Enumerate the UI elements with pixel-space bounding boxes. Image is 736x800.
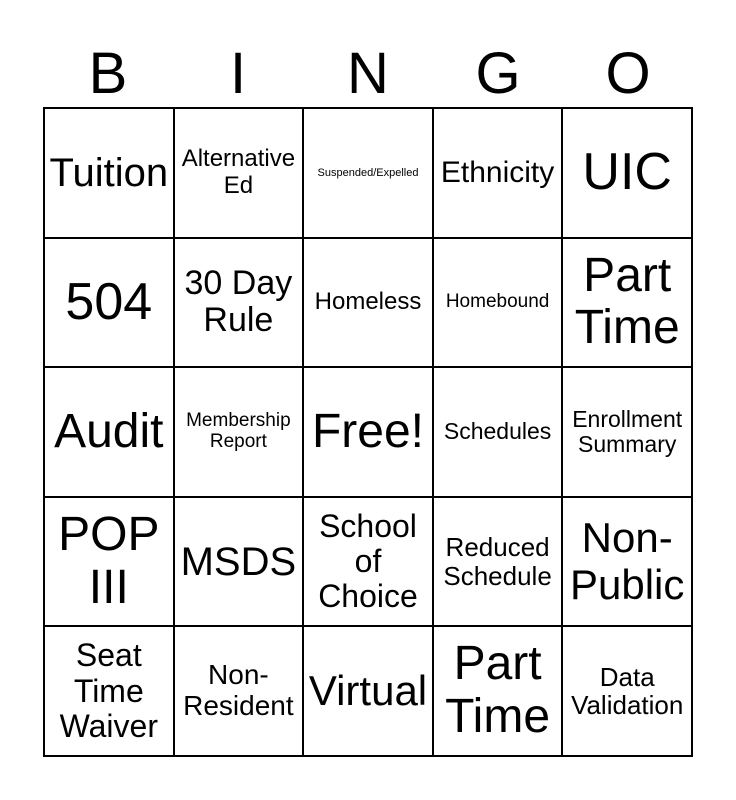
bingo-cell-label: Free!: [311, 404, 424, 458]
bingo-cell-label: Homeless: [314, 288, 422, 316]
bingo-cell-r4-c5[interactable]: [563, 498, 693, 628]
bingo-cell-r3-c5[interactable]: [563, 368, 693, 498]
bingo-cell-label: Membership Report: [186, 410, 291, 452]
bingo-cell-label: Tuition: [49, 150, 169, 195]
bingo-cell-label: Reduced Schedule: [443, 532, 552, 591]
bingo-cell-r3-c2[interactable]: [175, 368, 305, 498]
bingo-board: [43, 107, 693, 757]
header-letter-b: B: [88, 41, 128, 106]
bingo-cell-r3-c4[interactable]: [434, 368, 564, 498]
bingo-header: [43, 40, 693, 108]
bingo-cell-r3-c1[interactable]: [45, 368, 175, 498]
bingo-cell-r3-c3[interactable]: [304, 368, 434, 498]
bingo-cell-r5-c5[interactable]: [563, 627, 693, 757]
bingo-cell-label: Data Validation: [571, 661, 684, 721]
bingo-cell-r1-c1[interactable]: [45, 109, 175, 239]
bingo-cell-label: Non- Public: [569, 514, 685, 608]
bingo-cell-r2-c3[interactable]: [304, 239, 434, 369]
bingo-cell-label: Audit: [54, 404, 164, 458]
bingo-cell-r2-c4[interactable]: [434, 239, 564, 369]
bingo-cell-label: Enrollment Summary: [572, 405, 683, 457]
header-letter-o: O: [605, 41, 651, 106]
bingo-cell-label: Non- Resident: [183, 659, 294, 722]
bingo-cell-label: Alternative Ed: [181, 145, 296, 199]
bingo-cell-r4-c2[interactable]: [175, 498, 305, 628]
bingo-cell-label: POP III: [58, 507, 160, 614]
bingo-cell-r1-c2[interactable]: [175, 109, 305, 239]
bingo-cell-r4-c1[interactable]: [45, 498, 175, 628]
bingo-cell-label: Homebound: [445, 290, 550, 312]
bingo-cell-r2-c1[interactable]: [45, 239, 175, 369]
bingo-cell-label: MSDS: [180, 539, 297, 584]
bingo-cell-r1-c4[interactable]: [434, 109, 564, 239]
bingo-cell-r4-c3[interactable]: [304, 498, 434, 628]
bingo-cell-r4-c4[interactable]: [434, 498, 564, 628]
bingo-cell-label: Seat Time Waiver: [59, 637, 158, 744]
bingo-cell-label: UIC: [582, 143, 672, 202]
header-letter-n: N: [347, 41, 389, 106]
bingo-cell-r2-c2[interactable]: [175, 239, 305, 369]
bingo-cell-r5-c4[interactable]: [434, 627, 564, 757]
bingo-cell-label: Part Time: [574, 248, 680, 355]
bingo-cell-r1-c3[interactable]: [304, 109, 434, 239]
bingo-cell-label: Virtual: [308, 667, 428, 715]
bingo-cell-label: School of Choice: [318, 507, 418, 615]
bingo-cell-r5-c2[interactable]: [175, 627, 305, 757]
bingo-cell-label: Ethnicity: [440, 156, 555, 190]
header-letter-i: I: [229, 41, 247, 106]
bingo-cell-r2-c5[interactable]: [563, 239, 693, 369]
bingo-cell-label: Schedules: [443, 418, 552, 445]
bingo-cell-r5-c1[interactable]: [45, 627, 175, 757]
bingo-cell-r1-c5[interactable]: [563, 109, 693, 239]
bingo-cell-label: 504: [65, 272, 153, 331]
header-letter-g: G: [475, 41, 521, 106]
bingo-cell-label: Part Time: [445, 637, 551, 744]
bingo-cell-label: Suspended/Expelled: [317, 166, 419, 179]
bingo-cell-r5-c3[interactable]: [304, 627, 434, 757]
bingo-cell-label: 30 Day Rule: [184, 264, 293, 340]
